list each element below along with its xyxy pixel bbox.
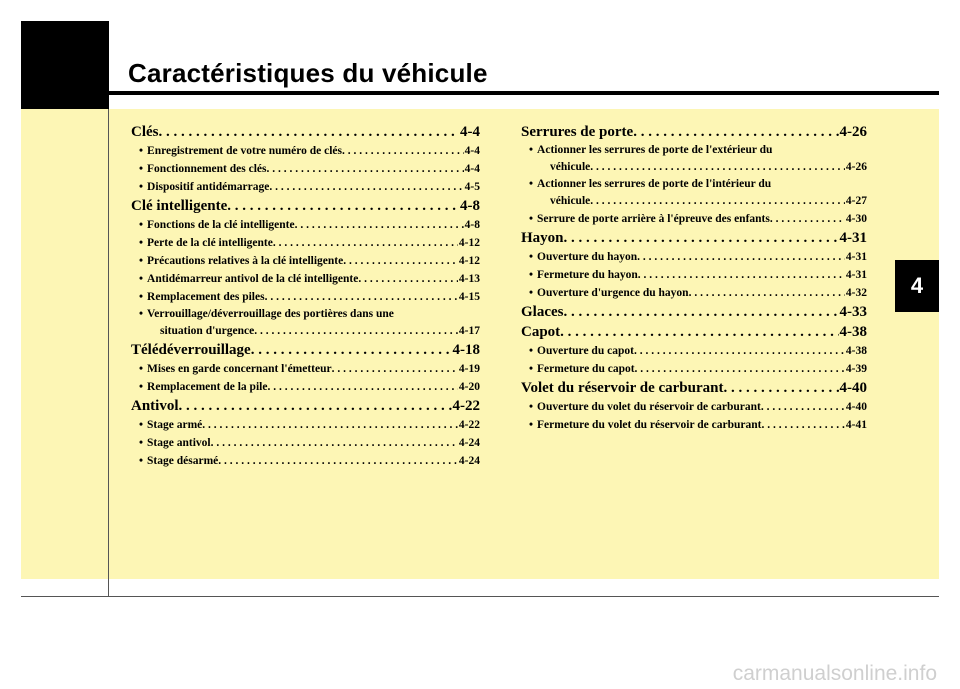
bullet-glyph: • <box>529 213 534 225</box>
dot-leader <box>590 158 845 176</box>
dot-leader <box>342 142 464 160</box>
bullet-glyph: • <box>139 219 144 231</box>
toc-page-number: 4-31 <box>845 269 867 281</box>
dot-leader <box>723 378 838 398</box>
dot-leader <box>202 416 458 434</box>
bullet-glyph: • <box>139 381 144 393</box>
dot-leader <box>343 252 458 270</box>
toc-entry-label: Volet du réservoir de carburant <box>521 380 724 396</box>
bullet-glyph: • <box>139 181 144 193</box>
bullet-glyph: • <box>529 345 534 357</box>
toc-subentry[interactable] <box>131 178 480 196</box>
toc-subentry[interactable] <box>131 416 480 434</box>
toc-subentry[interactable] <box>521 142 867 158</box>
dot-leader <box>689 284 845 302</box>
toc-page-number: 4-13 <box>458 273 480 285</box>
toc-page-number: 4-4 <box>464 163 480 175</box>
toc-subentry[interactable] <box>521 416 867 434</box>
toc-page-number: 4-26 <box>839 124 867 140</box>
bullet-glyph: • <box>139 308 144 320</box>
toc-section-entry[interactable] <box>131 340 480 360</box>
toc-page-number: 4-32 <box>845 287 867 299</box>
toc-entry-label: Clés <box>131 124 159 140</box>
dot-leader <box>159 122 460 142</box>
dot-leader <box>269 178 463 196</box>
page-title: Caractéristiques du véhicule <box>128 58 488 88</box>
toc-subentry[interactable] <box>521 360 867 378</box>
toc-page-number: 4-12 <box>458 237 480 249</box>
toc-page-number: 4-27 <box>845 195 867 207</box>
dot-leader <box>634 342 845 360</box>
toc-entry-label: Enregistrement de votre numéro de clés <box>147 145 342 157</box>
chapter-tab-block <box>21 21 109 109</box>
chapter-number-badge: 4 <box>895 260 939 312</box>
toc-subentry[interactable] <box>131 160 480 178</box>
toc-section-entry[interactable] <box>521 322 867 342</box>
dot-leader <box>590 192 845 210</box>
toc-page-number: 4-38 <box>839 324 867 340</box>
bullet-glyph: • <box>529 269 534 281</box>
toc-page-number: 4-22 <box>452 398 480 414</box>
toc-subentry[interactable] <box>521 342 867 360</box>
toc-section-entry[interactable] <box>131 122 480 142</box>
toc-subentry[interactable] <box>131 360 480 378</box>
watermark: carmanualsonline.info <box>732 662 937 685</box>
dot-leader <box>267 160 464 178</box>
toc-subentry[interactable] <box>521 248 867 266</box>
toc-entry-label: Antivol <box>131 398 179 414</box>
toc-page-number: 4-39 <box>845 363 867 375</box>
toc-subentry[interactable] <box>131 434 480 452</box>
toc-subentry[interactable] <box>521 398 867 416</box>
toc-entry-label: Remplacement de la pile <box>147 381 268 393</box>
toc-page-number: 4-24 <box>458 455 480 467</box>
toc-subentry[interactable] <box>131 306 480 322</box>
bullet-glyph: • <box>139 237 144 249</box>
toc-subentry[interactable] <box>521 266 867 284</box>
toc-right-column <box>521 122 867 434</box>
toc-entry-label: Serrure de porte arrière à l'épreuve des enfants <box>537 213 770 225</box>
toc-subentry-continuation <box>521 192 867 210</box>
toc-entry-label: Stage antivol <box>147 437 211 449</box>
toc-entry-label: Précautions relatives à la clé intelligente <box>147 255 344 267</box>
toc-page-number: 4-24 <box>458 437 480 449</box>
margin-divider <box>108 109 109 596</box>
bullet-glyph: • <box>139 437 144 449</box>
bullet-glyph: • <box>529 251 534 263</box>
toc-entry-label: situation d'urgence <box>160 325 255 337</box>
toc-subentry[interactable] <box>521 284 867 302</box>
toc-subentry-continuation <box>521 158 867 176</box>
dot-leader <box>332 360 458 378</box>
dot-leader <box>218 452 458 470</box>
bullet-glyph: • <box>139 419 144 431</box>
toc-entry-label: Fermeture du hayon <box>537 269 638 281</box>
dot-leader <box>633 122 838 142</box>
bullet-glyph: • <box>139 273 144 285</box>
bullet-glyph: • <box>529 401 534 413</box>
toc-entry-label: Ouverture du volet du réservoir de carburant <box>537 401 761 413</box>
dot-leader <box>638 266 845 284</box>
bottom-divider <box>21 596 939 597</box>
dot-leader <box>761 398 845 416</box>
toc-entry-label: Hayon <box>521 230 564 246</box>
toc-left-column <box>131 122 480 470</box>
toc-subentry-continuation <box>131 322 480 340</box>
toc-page-number: 4-8 <box>460 198 480 214</box>
toc-section-entry[interactable] <box>521 228 867 248</box>
toc-entry-label: Mises en garde concernant l'émetteur <box>147 363 332 375</box>
bullet-glyph: • <box>139 255 144 267</box>
toc-subentry[interactable] <box>131 288 480 306</box>
dot-leader <box>564 302 839 322</box>
toc-page-number: 4-4 <box>460 124 480 140</box>
bullet-glyph: • <box>529 178 534 190</box>
toc-subentry[interactable] <box>131 252 480 270</box>
toc-page-number: 4-40 <box>839 380 867 396</box>
bullet-glyph: • <box>139 363 144 375</box>
toc-section-entry[interactable] <box>131 396 480 416</box>
toc-page-number: 4-5 <box>464 181 480 193</box>
dot-leader <box>267 378 457 396</box>
toc-page-number: 4-17 <box>458 325 480 337</box>
toc-section-entry[interactable] <box>521 302 867 322</box>
dot-leader <box>265 288 458 306</box>
toc-subentry[interactable] <box>521 210 867 228</box>
toc-page-number: 4-8 <box>464 219 480 231</box>
toc-entry-label: Dispositif antidémarrage <box>147 181 270 193</box>
toc-page-number: 4-33 <box>839 304 867 320</box>
toc-page-number: 4-30 <box>845 213 867 225</box>
dot-leader <box>273 234 458 252</box>
dot-leader <box>227 196 459 216</box>
toc-entry-label: Fonctionnement des clés <box>147 163 267 175</box>
toc-entry-label: Capot <box>521 324 561 340</box>
dot-leader <box>770 210 845 228</box>
toc-entry-label: Antidémarreur antivol de la clé intelligente <box>147 273 359 285</box>
bullet-glyph: • <box>529 419 534 431</box>
toc-page-number: 4-12 <box>458 255 480 267</box>
bullet-glyph: • <box>529 363 534 375</box>
toc-page-number: 4-31 <box>839 230 867 246</box>
toc-page-number: 4-31 <box>845 251 867 263</box>
toc-entry-label: Ouverture du hayon <box>537 251 638 263</box>
toc-section-entry[interactable] <box>131 196 480 216</box>
dot-leader <box>179 396 452 416</box>
dot-leader <box>635 360 845 378</box>
bullet-glyph: • <box>139 291 144 303</box>
toc-subentry[interactable] <box>131 378 480 396</box>
toc-page-number: 4-18 <box>452 342 480 358</box>
toc-page-number: 4-15 <box>458 291 480 303</box>
toc-entry-label: Fermeture du capot <box>537 363 635 375</box>
toc-entry-label: Ouverture d'urgence du hayon <box>537 287 689 299</box>
toc-entry-label: Clé intelligente <box>131 198 228 214</box>
toc-entry-label: Glaces <box>521 304 564 320</box>
toc-section-entry[interactable] <box>521 122 867 142</box>
toc-entry-label: Stage armé <box>147 419 203 431</box>
toc-page-number: 4-22 <box>458 419 480 431</box>
toc-page-number: 4-4 <box>464 145 480 157</box>
bullet-glyph: • <box>529 144 534 156</box>
toc-entry-label: Actionner les serrures de porte de l'extérieur du <box>537 144 773 156</box>
dot-leader <box>560 322 838 342</box>
dot-leader <box>358 270 458 288</box>
toc-entry-label: Télédéverrouillage <box>131 342 251 358</box>
toc-page-number: 4-38 <box>845 345 867 357</box>
toc-entry-label: Ouverture du capot <box>537 345 634 357</box>
toc-subentry[interactable] <box>131 142 480 160</box>
toc-subentry[interactable] <box>131 216 480 234</box>
toc-entry-label: Stage désarmé <box>147 455 219 467</box>
dot-leader <box>637 248 845 266</box>
dot-leader <box>254 322 458 340</box>
toc-entry-label: Verrouillage/déverrouillage des portières dans une <box>147 308 394 320</box>
toc-entry-label: Remplacement des piles <box>147 291 265 303</box>
bullet-glyph: • <box>139 145 144 157</box>
bullet-glyph: • <box>529 287 534 299</box>
toc-subentry[interactable] <box>131 270 480 288</box>
toc-entry-label: Serrures de porte <box>521 124 634 140</box>
toc-subentry[interactable] <box>131 452 480 470</box>
toc-entry-label: Fonctions de la clé intelligente <box>147 219 295 231</box>
toc-page-number: 4-20 <box>458 381 480 393</box>
toc-section-entry[interactable] <box>521 378 867 398</box>
toc-page-number: 4-41 <box>845 419 867 431</box>
toc-entry-label: Fermeture du volet du réservoir de carburant <box>537 419 762 431</box>
toc-entry-label: véhicule <box>550 161 591 173</box>
toc-page-number: 4-19 <box>458 363 480 375</box>
toc-entry-label: véhicule <box>550 195 591 207</box>
bullet-glyph: • <box>139 455 144 467</box>
title-underline <box>109 91 939 95</box>
dot-leader <box>564 228 839 248</box>
toc-page-number: 4-26 <box>845 161 867 173</box>
bullet-glyph: • <box>139 163 144 175</box>
toc-entry-label: Actionner les serrures de porte de l'intérieur du <box>537 178 772 190</box>
dot-leader <box>211 434 458 452</box>
toc-page-number: 4-40 <box>845 401 867 413</box>
dot-leader <box>761 416 844 434</box>
toc-subentry[interactable] <box>131 234 480 252</box>
dot-leader <box>251 340 452 360</box>
toc-subentry[interactable] <box>521 176 867 192</box>
toc-entry-label: Perte de la clé intelligente <box>147 237 273 249</box>
dot-leader <box>295 216 464 234</box>
